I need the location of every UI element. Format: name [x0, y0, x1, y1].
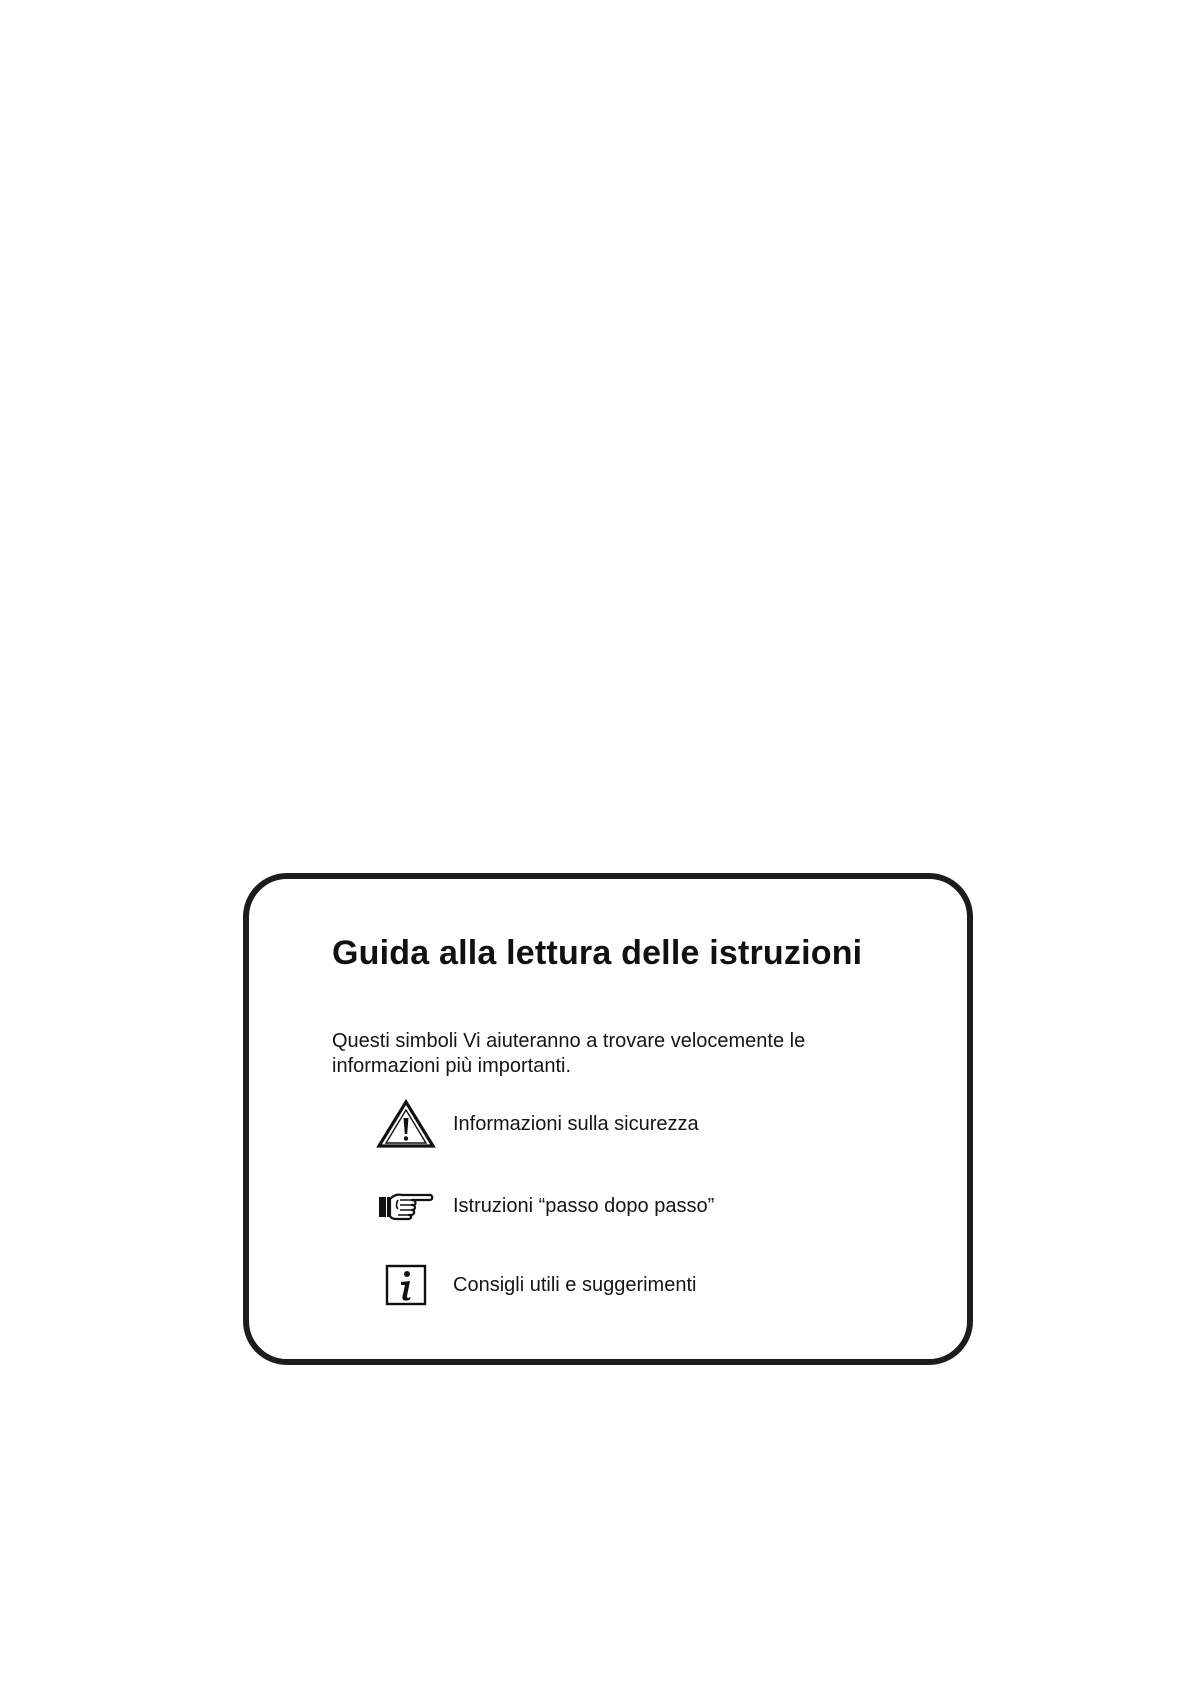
info-box-icon [375, 1260, 437, 1310]
pointing-hand-icon [375, 1181, 437, 1231]
legend-label-step-by-step: Istruzioni “passo dopo passo” [453, 1194, 715, 1217]
warning-triangle-icon [375, 1099, 437, 1149]
guide-title: Guida alla lettura delle istruzioni [332, 934, 863, 972]
legend-label-tips: Consigli utili e suggerimenti [453, 1273, 697, 1296]
reading-guide-box [243, 873, 973, 1365]
legend-item-tips [375, 1260, 696, 1310]
legend-item-step-by-step [375, 1181, 714, 1231]
legend-item-safety [375, 1099, 699, 1149]
guide-intro-text: Questi simboli Vi aiuteranno a trovare velocemente le informazioni più importanti. [332, 1030, 806, 1077]
legend-label-safety: Informazioni sulla sicurezza [453, 1112, 699, 1135]
